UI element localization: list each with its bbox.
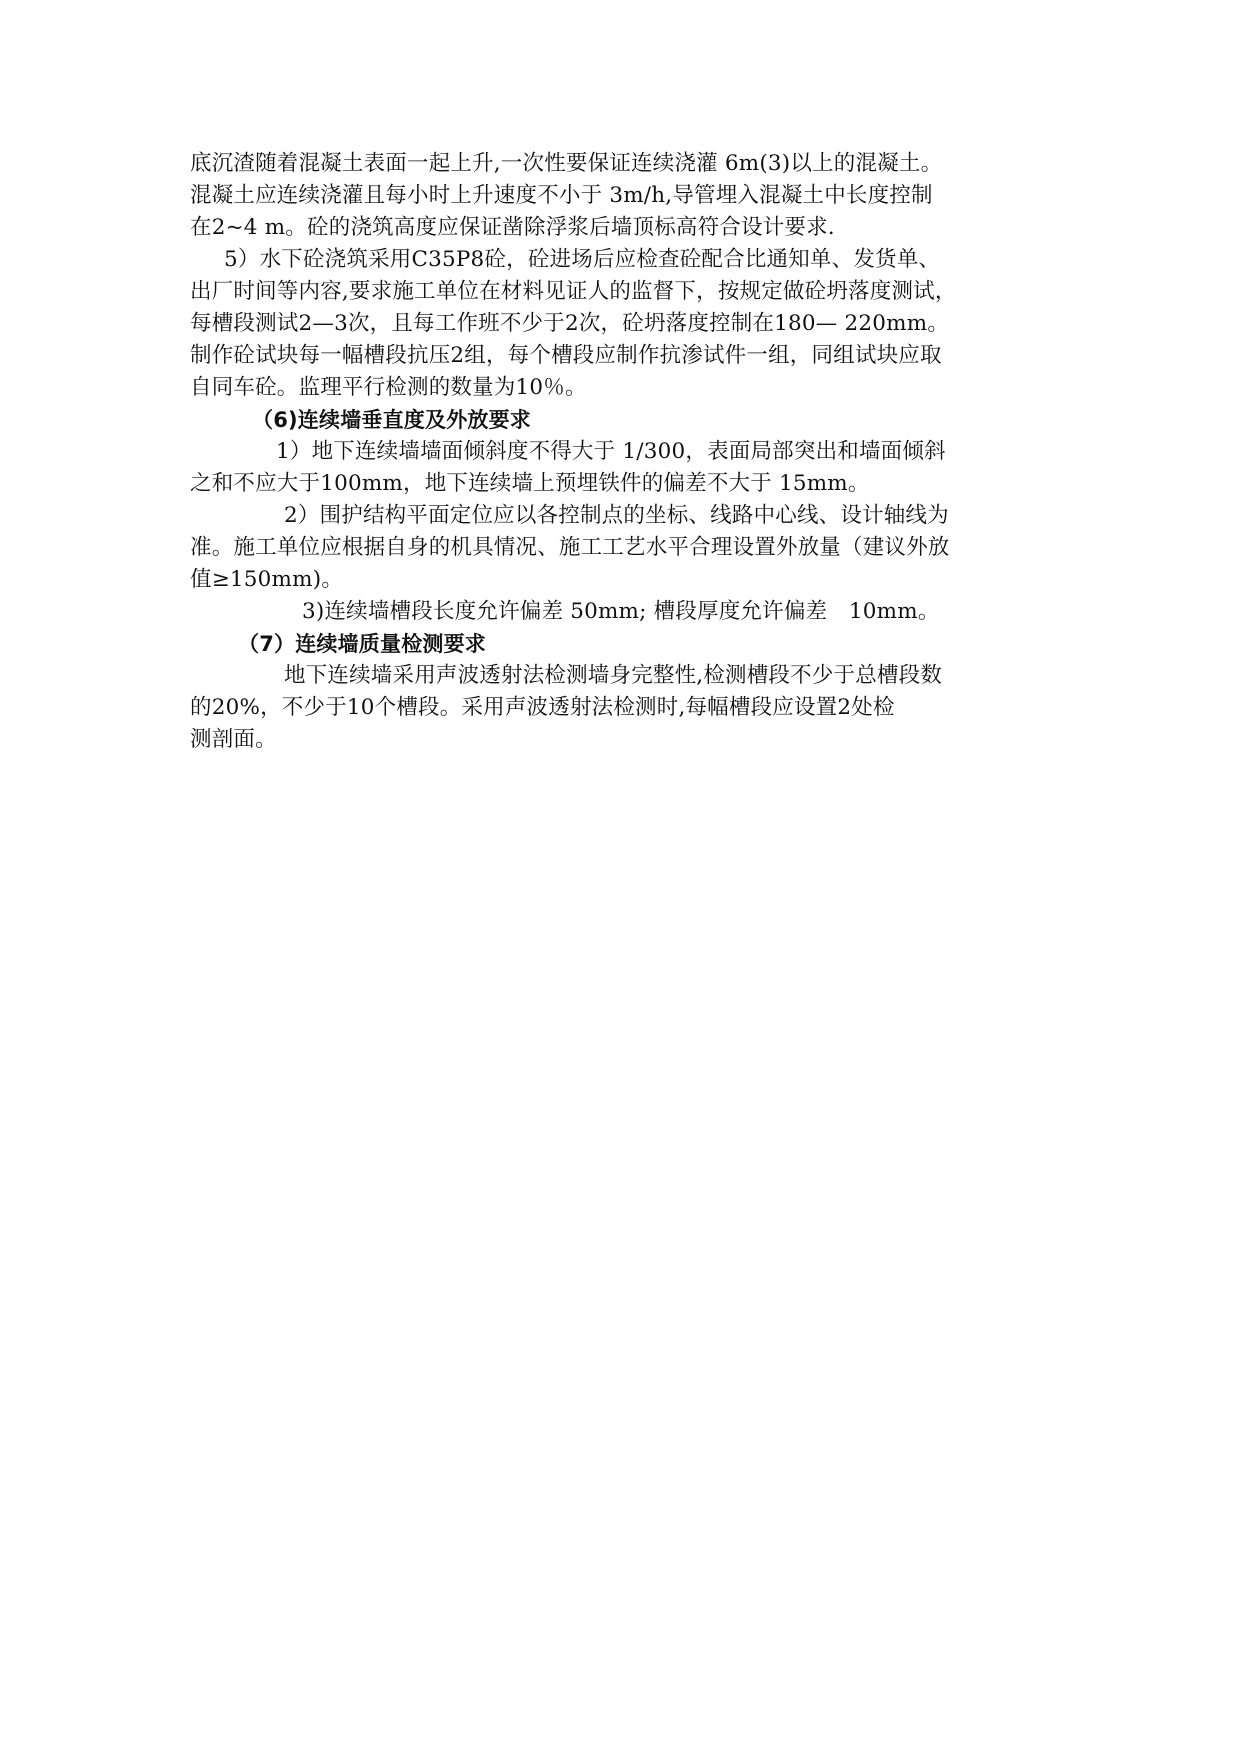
text-line: 5）水下砼浇筑采用C35P8砼，砼进场后应检查砼配合比通知单、发货单、 <box>224 247 941 272</box>
body-text <box>190 148 1065 756</box>
text-line: 出厂时间等内容,要求施工单位在材料见证人的监督下，按规定做砼坍落度测试， <box>190 279 957 304</box>
section-heading: （7）连续墙质量检测要求 <box>238 632 487 656</box>
text-line: 底沉渣随着混凝土表面一起上升,一次性要保证连续浇灌 6m(3)以上的混凝土。 <box>190 151 943 176</box>
text-line: 值≥150mm)。 <box>190 567 344 592</box>
text-line: 自同车砼。监理平行检测的数量为10％。 <box>190 375 587 400</box>
text-line: 1）地下连续墙墙面倾斜度不得大于 1/300，表面局部突出和墙面倾斜 <box>276 439 946 464</box>
text-line: 制作砼试块每一幅槽段抗压2组，每个槽段应制作抗渗试件一组，同组试块应取 <box>190 343 942 368</box>
text-line: 混凝土应连续浇灌且每小时上升速度不小于 3m/h,导管埋入混凝土中长度控制 <box>190 183 933 208</box>
text-line: 每槽段测试2—3次，且每工作班不少于2次，砼坍落度控制在180— 220mm。 <box>190 311 950 336</box>
section-heading: （6)连续墙垂直度及外放要求 <box>252 408 532 432</box>
text-line: 的20%，不少于10个槽段。采用声波透射法检测时,每幅槽段应设置2处检 <box>190 695 895 720</box>
text-line: 准。施工单位应根据自身的机具情况、施工工艺水平合理设置外放量（建议外放 <box>190 535 950 560</box>
text-line: 2）围护结构平面定位应以各控制点的坐标、线路中心线、设计轴线为 <box>284 503 949 528</box>
text-line: 地下连续墙采用声波透射法检测墙身完整性,检测槽段不少于总槽段数 <box>284 663 943 688</box>
text-line: 3)连续墙槽段长度允许偏差 50mm; 槽段厚度允许偏差 10mm。 <box>302 599 940 624</box>
text-line: 在2~4 m。砼的浇筑高度应保证凿除浮浆后墙顶标高符合设计要求. <box>190 215 835 240</box>
text-line: 之和不应大于100mm，地下连续墙上预埋铁件的偏差不大于 15mm。 <box>190 471 870 496</box>
text-line: 测剖面。 <box>190 727 277 752</box>
